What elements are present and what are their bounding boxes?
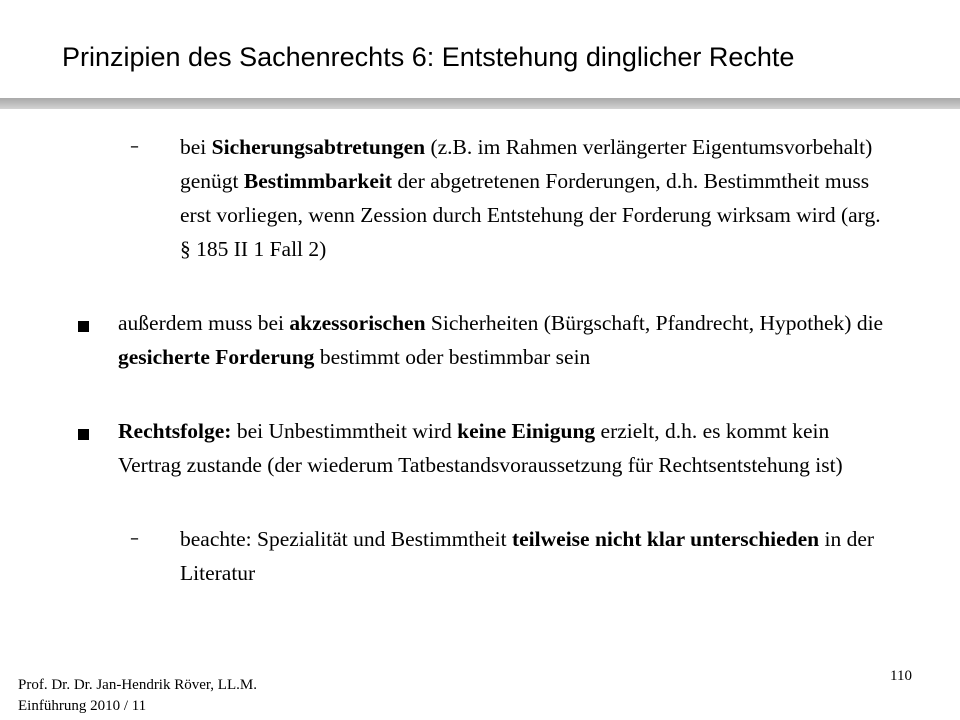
slide-title: Prinzipien des Sachenrechts 6: Entstehung dinglicher Rechte [62,42,795,72]
bullet-main-2 [78,414,890,482]
text-segment: erzielt, d.h. es kommt kein Vertrag zustande (der wiederum Tatbestandsvoraussetzung für Rechtsentstehung ist) [118,419,843,477]
text-segment: Sicherheiten (Bürgschaft, Pfandrecht, Hypothek) die [425,311,884,335]
title-divider [0,98,960,109]
text-segment: in der Literatur [180,527,875,585]
bullet-main-1 [78,306,890,374]
text-segment: beachte: Spezialität und Bestimmtheit [180,527,512,551]
text-segment-bold: akzessorischen [289,311,426,335]
bullet-text [118,306,890,374]
bullet-sub-1 [130,130,890,266]
bullet-text [180,130,890,266]
text-segment-bold: Sicherungsabtretungen [211,135,426,159]
footer-course: Einführung 2010 / 11 [18,698,147,714]
text-segment-bold: Bestimmbarkeit [243,169,392,193]
text-segment-bold: teilweise nicht klar unterschieden [511,527,820,551]
text-segment-bold: Rechtsfolge: [118,419,232,443]
bullet-text [180,522,890,590]
bullet-sub-2 [130,522,890,590]
text-segment: der abgetretenen Forderungen, d.h. Bestimmtheit muss erst vorliegen, wenn Zession durch Entstehung der Forderung wirksam wird (arg. § 185 II 1 Fall 2) [180,169,881,261]
text-segment-bold: gesicherte Forderung [118,345,315,369]
bullet-dash-marker: – [130,136,139,157]
bullet-square-marker [78,321,89,332]
text-segment: (z.B. im Rahmen verlängerter Eigentumsvorbehalt) genügt [180,135,873,193]
text-segment: bestimmt oder bestimmbar sein [314,345,591,369]
text-segment: bei [180,135,212,159]
text-segment-bold: keine Einigung [457,419,596,443]
text-segment: außerdem muss bei [118,311,290,335]
bullet-text [118,414,890,482]
bullet-dash-marker: – [130,528,139,549]
footer-author: Prof. Dr. Dr. Jan-Hendrik Röver, LL.M. [18,677,257,693]
page-number: 110 [890,668,912,684]
text-segment: bei Unbestimmtheit wird [231,419,458,443]
bullet-square-marker [78,429,89,440]
footer-credits [18,675,257,717]
